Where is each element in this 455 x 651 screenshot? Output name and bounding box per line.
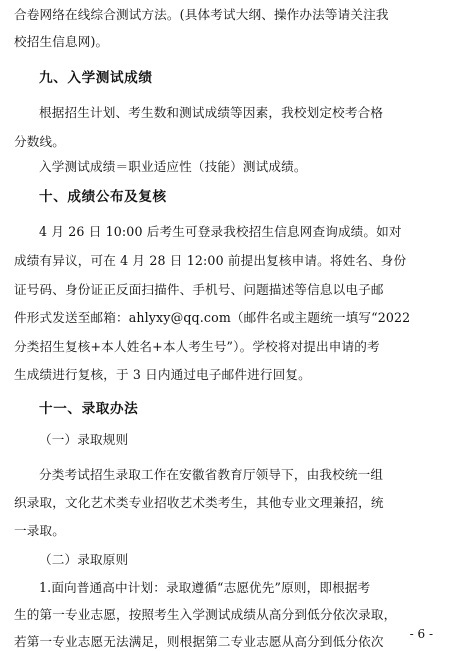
section-heading-10: 十、成绩公布及复核: [39, 189, 167, 205]
body-text-line: 1.面向普通高中计划：录取遵循“志愿优先”原则，即根据考: [39, 580, 371, 595]
section-heading-11: 十一、录取办法: [39, 401, 139, 417]
body-text-line: 若第一专业志愿无法满足，则根据第二专业志愿从高分到低分依次: [14, 634, 384, 649]
body-text-line: 生的第一专业志愿，按照考生入学测试成绩从高分到低分依次录取，: [14, 607, 397, 622]
body-text-line: 入学测试成绩＝职业适应性（技能）测试成绩。: [39, 159, 307, 174]
page-number: - 6 -: [409, 627, 433, 641]
body-text-line: 件形式发送至邮箱：ahlyxy@qq.com（邮件名或主题统一填写“2022: [14, 310, 411, 325]
body-text-line: 校招生信息网)。: [14, 34, 109, 49]
body-text-line: 证号码、身份证正反面扫描件、手机号、问题描述等信息以电子邮: [14, 282, 384, 297]
body-text-line: 分类招生复核+本人姓名+本人考生号”）。学校将对提出申请的考: [14, 339, 380, 354]
subsection-heading: （二）录取原则: [39, 552, 129, 567]
body-text-line: 4 月 26 日 10:00 后考生可登录我校招生信息网查询成绩。如对: [39, 224, 402, 239]
body-text-line: 一录取。: [14, 523, 65, 538]
body-text-line: 分数线。: [14, 134, 65, 149]
body-text-line: 分类考试招生录取工作在安徽省教育厅领导下，由我校统一组: [39, 467, 384, 482]
section-heading-9: 九、入学测试成绩: [39, 70, 153, 86]
body-text-line: 生成绩进行复核，于 3 日内通过电子邮件进行回复。: [14, 367, 311, 382]
body-text-line: 合卷网络在线综合测试方法。(具体考试大纲、操作办法等请关注我: [14, 7, 389, 22]
body-text-line: 根据招生计划、考生数和测试成绩等因素，我校划定校考合格: [39, 105, 384, 120]
subsection-heading: （一）录取规则: [39, 432, 129, 447]
body-text-line: 织录取，文化艺术类专业招收艺术类考生，其他专业文理兼招，统: [14, 495, 384, 510]
body-text-line: 成绩有异议，可在 4 月 28 日 12:00 前提出复核申请。将姓名、身份: [14, 253, 407, 268]
